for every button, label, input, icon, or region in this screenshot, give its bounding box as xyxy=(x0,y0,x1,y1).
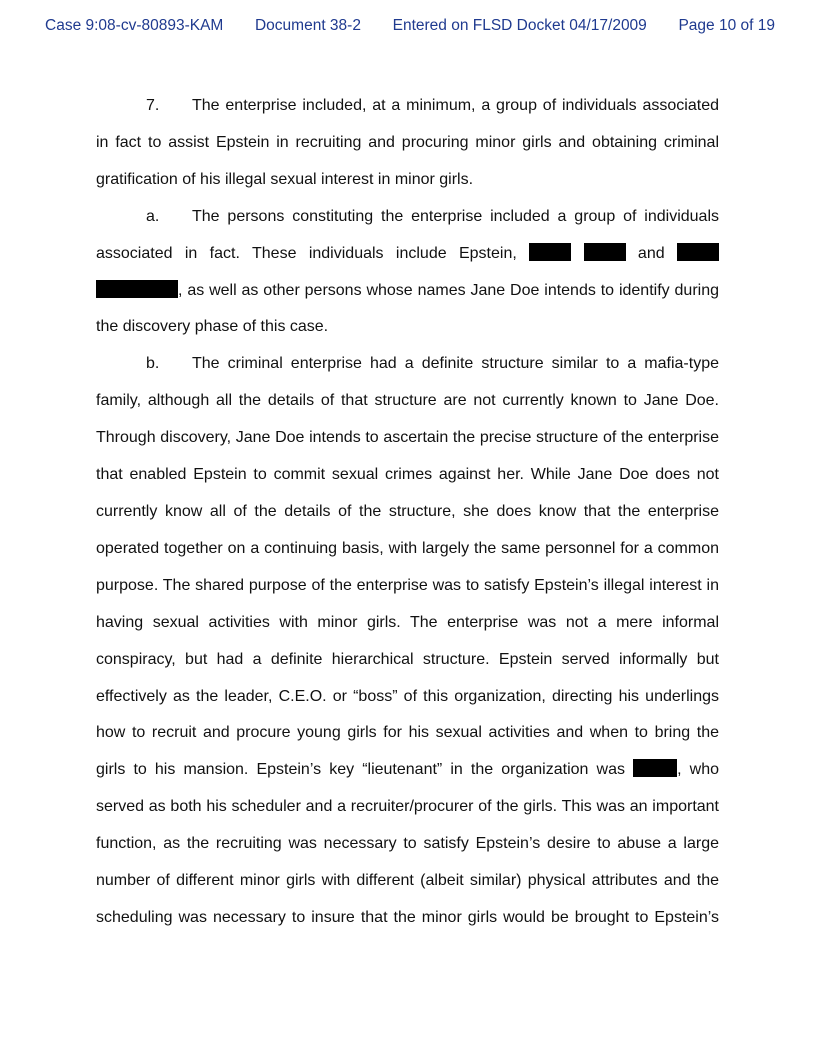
paragraph-text: , who served as both his scheduler and a recruiter/procurer of the girls. This was an important function, as the recruiting was necessary to satisfy Epstein’s desire to abuse a large number of different minor girls with different (albeit similar) physical attributes and the scheduling was necessary to insure that the minor girls would be brought to Epstein’s xyxy=(96,761,719,926)
redaction-box xyxy=(633,759,677,777)
redaction-box xyxy=(96,280,178,298)
page-number: Page 10 of 19 xyxy=(678,17,775,34)
paragraph-marker: b. xyxy=(146,355,160,373)
redaction-box xyxy=(677,243,719,261)
docket-header xyxy=(45,17,775,35)
document-body xyxy=(96,88,719,937)
paragraph-text: The criminal enterprise had a definite structure similar to a mafia-type family, although all the details of that structure are not currently known to Jane Doe. Through discovery, Jane Doe intends to ascertain the precise structure of the enterprise that enabled Epstein to commit sexual crimes against her. While Jane Doe does not currently know all of the details of the structure, she does know that the enterprise operated together on a continuing basis, with largely the same personnel for a common purpose. The shared purpose of the enterprise was to satisfy Epstein’s illegal interest in having sexual activities with minor girls. The enterprise was not a mere informal conspiracy, but had a definite hierarchical structure. Epstein served informally but effectively as the leader, C.E.O. or “boss” of this organization, directing his underlings how to recruit and procure young girls for his sexual activities and when to bring the girls to his mansion. Epstein’s key “lieutenant” in the organization was xyxy=(96,355,719,779)
docket-entry-date: Entered on FLSD Docket 04/17/2009 xyxy=(392,17,647,34)
redaction-box xyxy=(584,243,626,261)
paragraph-marker: 7. xyxy=(146,97,160,114)
paragraph-text: , as well as other persons whose names Jane Doe intends to identify during the discovery phase of this case. xyxy=(96,281,719,336)
paragraph-text: and xyxy=(637,244,665,262)
document-number: Document 38-2 xyxy=(254,17,361,34)
paragraph-text: The enterprise included, at a minimum, a group of individuals associated in fact to assist Epstein in recruiting and procuring minor girls and obtaining criminal gratification of his illegal sexual interest in minor girls. xyxy=(96,97,719,188)
paragraph-marker: a. xyxy=(146,207,160,225)
paragraph-a xyxy=(96,199,719,347)
paragraph-b xyxy=(96,346,719,937)
case-number: Case 9:08-cv-80893-KAM xyxy=(45,17,224,34)
paragraph-7 xyxy=(96,88,719,199)
redaction-box xyxy=(529,243,571,261)
paragraph-text: The persons constituting the enterprise included a group of individuals associated in fact. These individuals include Epstein, xyxy=(96,207,719,262)
